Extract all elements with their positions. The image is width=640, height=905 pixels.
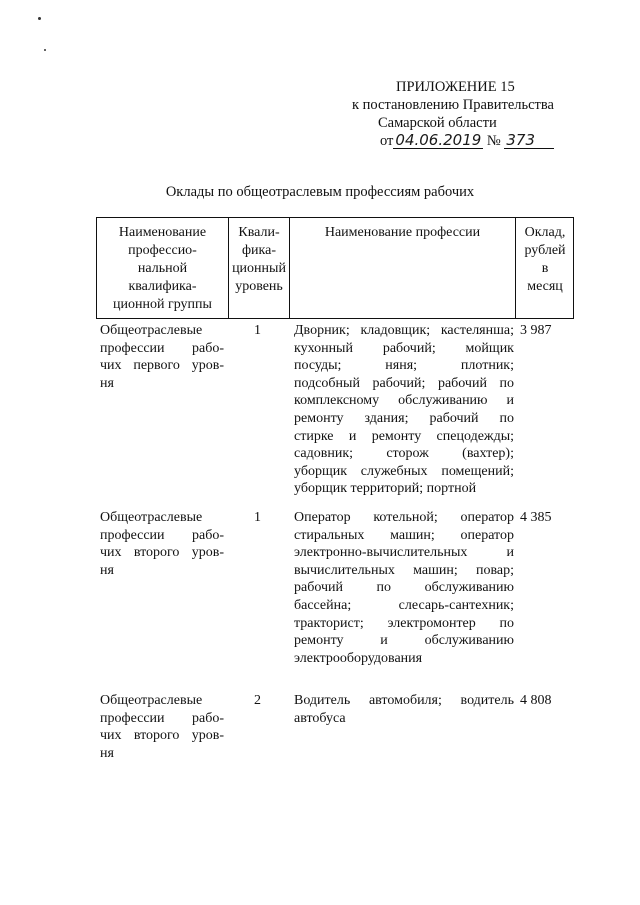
handwritten-date: 04.06.2019 (395, 131, 482, 149)
row-salary-cell: 3 987 (520, 323, 552, 338)
header-group-line: профессио- (128, 243, 197, 258)
profession-line: подсобный рабочий; рабочий по (294, 375, 514, 391)
handwritten-number: 373 (504, 132, 554, 149)
header-profession-label: Наименование профессии (324, 225, 481, 240)
profession-line: рабочий по обслуживанию (294, 580, 514, 596)
profession-line: уборщик территорий; портной (294, 481, 477, 497)
header-salary-line: рублей (524, 243, 566, 258)
header-group-line: ционной группы (113, 297, 212, 312)
row-profession-cell (294, 509, 514, 667)
header-profession (289, 218, 515, 318)
row-level-cell: 2 (254, 693, 261, 708)
profession-line: тракторист; электромонтер по (294, 615, 514, 631)
group-line: профессии рабо- (100, 710, 224, 726)
profession-line: бассейна; слесарь-сантехник; (294, 597, 514, 613)
row-salary-cell: 4 385 (520, 510, 552, 525)
profession-line: электрооборудования (294, 650, 423, 666)
row-level-cell: 1 (254, 510, 261, 525)
profession-line: комплексному обслуживанию и (294, 393, 514, 409)
group-line: Общеотраслевые (100, 323, 203, 338)
appendix-title: ПРИЛОЖЕНИЕ 15 (396, 79, 515, 95)
scan-speck (38, 17, 41, 20)
salary-table (96, 217, 574, 761)
header-group-line: Наименование (118, 225, 207, 240)
group-line: профессии рабо- (100, 527, 224, 543)
row-profession-cell (294, 692, 514, 727)
group-line: ня (100, 375, 114, 391)
header-level-line: фика- (241, 243, 277, 258)
profession-line: ремонту и обслуживанию (294, 633, 514, 649)
group-line: чих первого уров- (100, 358, 224, 374)
group-line: Общеотраслевые (100, 510, 203, 525)
profession-line: вычислительных машин; повар; (294, 562, 514, 578)
header-group-line: квалифика- (128, 279, 197, 294)
number-sign: № (486, 133, 501, 149)
profession-line: автобуса (294, 710, 346, 726)
group-line: Общеотраслевые (100, 693, 203, 708)
profession-line: Оператор котельной; оператор (294, 510, 514, 525)
group-line: ня (100, 745, 114, 761)
header-salary-line: месяц (527, 279, 563, 294)
row-group-cell (100, 322, 224, 392)
appendix-header (340, 78, 580, 150)
profession-line: Дворник; кладовщик; кастелянша; (294, 323, 514, 338)
profession-line: кухонный рабочий; мойщик (294, 340, 514, 356)
header-group (97, 218, 228, 318)
header-salary-line: Оклад, (524, 225, 566, 240)
header-level-line: Квали- (238, 225, 280, 240)
profession-line: посуды; няня; плотник; (294, 358, 514, 374)
group-line: чих второго уров- (100, 728, 224, 744)
row-salary-cell: 4 808 (520, 693, 552, 708)
header-level-line: ционный (232, 261, 286, 276)
group-line: ня (100, 562, 114, 578)
appendix-date-line (340, 132, 580, 150)
row-level-cell: 1 (254, 323, 261, 338)
table-header (96, 217, 574, 319)
header-group-line: нальной (137, 261, 188, 276)
header-level-line: уровень (235, 279, 283, 294)
profession-line: стиральных машин; оператор (294, 527, 514, 543)
row-group-cell (100, 692, 224, 762)
header-level (228, 218, 289, 318)
header-salary (515, 218, 574, 318)
appendix-decree-line: к постановлению Правительства (352, 97, 554, 113)
appendix-region-line: Самарской области (378, 115, 497, 131)
profession-line: ремонту здания; рабочий по (294, 410, 514, 426)
profession-line: стирке и ремонту спецодежды; (294, 428, 514, 444)
date-prefix: от (380, 133, 394, 149)
row-group-cell (100, 509, 224, 579)
group-line: профессии рабо- (100, 340, 224, 356)
profession-line: садовник; сторож (вахтер); (294, 446, 514, 462)
header-salary-line: в (541, 261, 549, 276)
profession-line: Водитель автомобиля; водитель (294, 693, 514, 708)
group-line: чих второго уров- (100, 545, 224, 561)
row-profession-cell (294, 322, 514, 498)
scan-speck (44, 49, 46, 51)
document-title: Оклады по общеотраслевым профессиям рабочих (165, 184, 475, 200)
profession-line: электронно-вычислительных и (294, 545, 514, 561)
profession-line: уборщик служебных помещений; (294, 463, 514, 479)
